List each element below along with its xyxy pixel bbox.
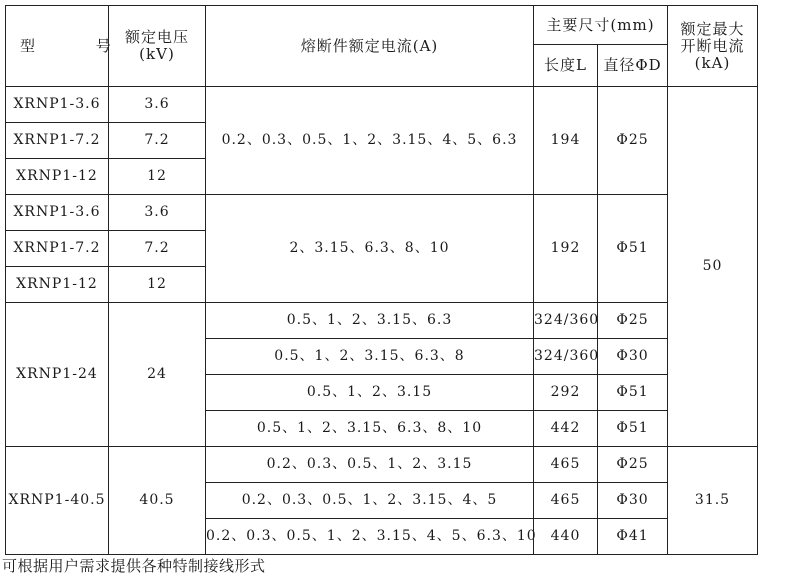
model-cell: XRNP1-3.6 <box>6 195 109 231</box>
length-cell: 465 <box>534 483 598 519</box>
voltage-cell: 40.5 <box>109 447 206 555</box>
model-cell: XRNP1-7.2 <box>6 231 109 267</box>
current-cell: 0.5、1、2、3.15、6.3、8 <box>206 339 534 375</box>
table-row <box>6 303 758 339</box>
voltage-cell: 3.6 <box>109 195 206 231</box>
length-cell: 324/360 <box>534 303 598 339</box>
current-cell: 2、3.15、6.3、8、10 <box>206 195 534 303</box>
length-cell: 194 <box>534 87 598 195</box>
voltage-cell: 12 <box>109 267 206 303</box>
diameter-cell: Φ25 <box>598 447 668 483</box>
breaking-cell: 50 <box>668 87 758 447</box>
table-row <box>6 87 758 123</box>
header-current: 熔断件额定电流(A) <box>206 6 534 87</box>
current-cell: 0.5、1、2、3.15、6.3 <box>206 303 534 339</box>
header-breaking-unit: (kA) <box>694 53 731 72</box>
current-cell: 0.2、0.3、0.5、1、2、3.15、4、5、6.3 <box>206 87 534 195</box>
length-cell: 324/360 <box>534 339 598 375</box>
breaking-cell: 31.5 <box>668 447 758 555</box>
current-cell: 0.5、1、2、3.15 <box>206 375 534 411</box>
table-row <box>6 447 758 483</box>
current-cell: 0.2、0.3、0.5、1、2、3.15 <box>206 447 534 483</box>
header-length: 长度L <box>534 45 598 87</box>
footnote: 可根据用户需求提供各种特制接线形式 <box>2 557 266 575</box>
current-cell: 0.2、0.3、0.5、1、2、3.15、4、5、6.3、10 <box>206 519 534 555</box>
table-row <box>6 195 758 231</box>
voltage-cell: 12 <box>109 159 206 195</box>
voltage-cell: 7.2 <box>109 231 206 267</box>
model-cell: XRNP1-7.2 <box>6 123 109 159</box>
header-row <box>6 6 758 45</box>
model-cell: XRNP1-12 <box>6 159 109 195</box>
current-cell: 0.2、0.3、0.5、1、2、3.15、4、5 <box>206 483 534 519</box>
model-cell: XRNP1-3.6 <box>6 87 109 123</box>
diameter-cell: Φ51 <box>598 195 668 303</box>
fuse-spec-table <box>5 5 758 555</box>
diameter-cell: Φ30 <box>598 483 668 519</box>
diameter-cell: Φ51 <box>598 411 668 447</box>
header-model: 型 号 <box>6 6 109 87</box>
length-cell: 440 <box>534 519 598 555</box>
length-cell: 442 <box>534 411 598 447</box>
header-voltage-label: 额定电压 <box>124 28 189 46</box>
length-cell: 292 <box>534 375 598 411</box>
header-breaking-line1: 额定最大 <box>680 19 745 38</box>
header-breaking <box>668 6 758 87</box>
model-cell: XRNP1-12 <box>6 267 109 303</box>
header-breaking-line2: 开断电流 <box>680 36 745 55</box>
header-size: 主要尺寸(mm) <box>534 6 668 45</box>
voltage-cell: 3.6 <box>109 87 206 123</box>
voltage-cell: 7.2 <box>109 123 206 159</box>
diameter-cell: Φ51 <box>598 375 668 411</box>
length-cell: 465 <box>534 447 598 483</box>
diameter-cell: Φ30 <box>598 339 668 375</box>
length-cell: 192 <box>534 195 598 303</box>
current-cell: 0.5、1、2、3.15、6.3、8、10 <box>206 411 534 447</box>
model-cell: XRNP1-24 <box>6 303 109 447</box>
header-diameter: 直径ΦD <box>598 45 668 87</box>
header-voltage-unit: (kV) <box>139 45 175 63</box>
diameter-cell: Φ41 <box>598 519 668 555</box>
diameter-cell: Φ25 <box>598 87 668 195</box>
voltage-cell: 24 <box>109 303 206 447</box>
model-cell: XRNP1-40.5 <box>6 447 109 555</box>
diameter-cell: Φ25 <box>598 303 668 339</box>
